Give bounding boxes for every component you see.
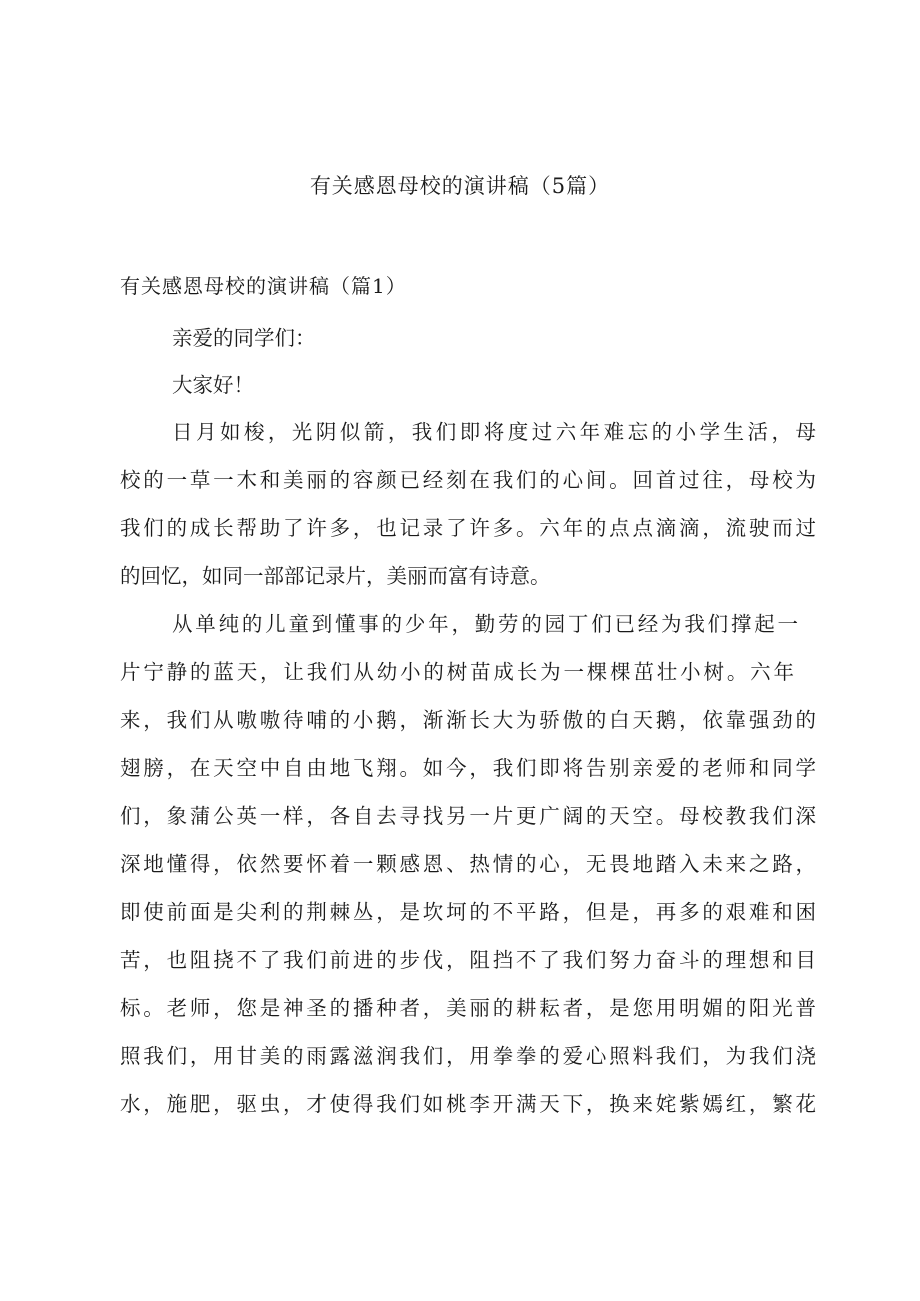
paragraph-2-line-2: 片宁静的蓝天，让我们从幼小的树苗成长为一棵棵茁壮小树。六年 [120,660,794,684]
paragraph-2-line-6: 深地懂得，依然要怀着一颗感恩、热情的心，无畏地踏入未来之路， [120,852,816,876]
paragraph-1-line-3: 我们的成长帮助了许多，也记录了许多。六年的点点滴滴，流驶而过 [120,516,816,540]
paragraph-2-line-7: 即使前面是尖利的荆棘丛，是坎坷的不平路，但是，再多的艰难和困 [120,900,816,924]
paragraph-1-line-1: 日月如梭，光阴似箭，我们即将度过六年难忘的小学生活，母 [172,420,816,444]
paragraph-2-line-9: 标。老师，您是神圣的播种者，美丽的耕耘者，是您用明媚的阳光普 [120,996,816,1020]
paragraph-2-line-1: 从单纯的儿童到懂事的少年，勤劳的园丁们已经为我们撑起一 [172,612,798,636]
salutation-line: 大家好！ [172,373,254,397]
paragraph-2-line-8: 苦，也阻挠不了我们前进的步伐，阻挡不了我们努力奋斗的理想和目 [120,948,816,972]
paragraph-1-line-2: 校的一草一木和美丽的容颜已经刻在我们的心间。回首过往，母校为 [120,468,816,492]
paragraph-2-line-4: 翅膀，在天空中自由地飞翔。如今，我们即将告别亲爱的老师和同学 [120,756,816,780]
page-title: 有关感恩母校的演讲稿（5篇） [309,174,611,198]
paragraph-1-line-4: 的回忆，如同一部部记录片，美丽而富有诗意。 [120,564,551,588]
paragraph-2-line-5: 们，象蒲公英一样，各自去寻找另一片更广阔的天空。母校教我们深 [120,804,816,828]
section-title: 有关感恩母校的演讲稿（篇1） [120,274,407,298]
paragraph-2-line-10: 照我们，用甘美的雨露滋润我们，用拳拳的爱心照料我们，为我们浇 [120,1044,816,1068]
paragraph-2-line-3: 来，我们从嗷嗷待哺的小鹅，渐渐长大为骄傲的白天鹅，依靠强劲的 [120,708,816,732]
greeting-line: 亲爱的同学们： [172,326,316,350]
paragraph-2-line-11: 水，施肥，驱虫，才使得我们如桃李开满天下，换来姹紫嫣红，繁花 [120,1092,816,1116]
